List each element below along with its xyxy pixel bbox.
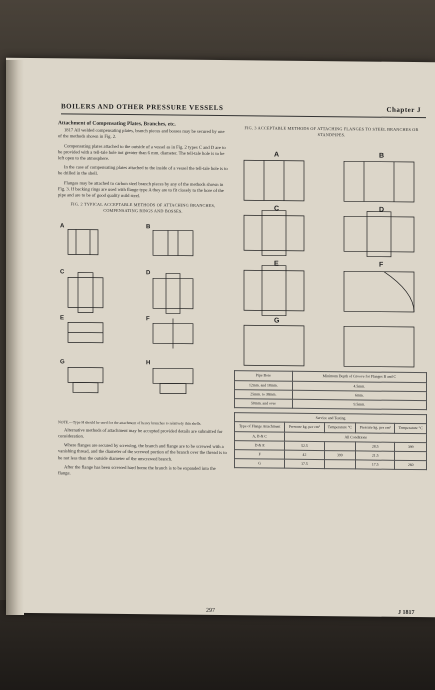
page-reference: J 1817	[398, 609, 415, 617]
table-cell: 9.5mm.	[292, 399, 426, 410]
table-cell: 21.5	[356, 451, 395, 461]
table-cell: A, B & C	[235, 431, 285, 441]
table-cell	[324, 441, 356, 451]
fig2-label-c: C	[60, 268, 65, 276]
table-title: Service and Testing	[235, 413, 427, 424]
table-cell: F	[235, 450, 285, 460]
groove-depth-table	[234, 371, 427, 411]
header-title: BOILERS AND OTHER PRESSURE VESSELS	[61, 102, 224, 113]
table-cell: 12mm. and 18mm.	[235, 380, 293, 390]
fig2-label-d: D	[146, 269, 151, 276]
paragraph: 1817 All welded compensating plates, branch pieces and bosses may be secured by one of the methods shown in Fig. 2.	[58, 127, 225, 140]
left-column	[58, 120, 228, 481]
table-header: Temperature °C	[324, 423, 356, 433]
table-cell: 52.5	[285, 441, 324, 451]
service-testing-table	[234, 412, 427, 470]
fig2-label-h: H	[146, 359, 151, 366]
fig3-label-g: G	[274, 317, 280, 326]
fig3-label-b: B	[379, 153, 385, 161]
book-gutter	[6, 60, 24, 615]
page-number: 297	[206, 607, 215, 614]
table-header: Pressure kg. per cm²	[356, 423, 395, 433]
table-header: Type of Flange Attachment	[235, 422, 285, 432]
table-cell: D & E	[235, 440, 285, 450]
section-title: Attachment of Compensating Plates, Branches, etc.	[58, 120, 176, 128]
table-row	[235, 459, 427, 470]
header-rule	[61, 113, 426, 118]
table-cell	[395, 451, 427, 461]
fig2-label-b: B	[146, 223, 151, 230]
table-cell: 260	[395, 461, 427, 471]
paragraph: Compensating plates attached to the outside of a vessel as in Fig. 2 types C and D are to be provided with a tell-tale hole not greater than 6 mm. diameter. The tell-tale hole is to be left open to the atmosphere.	[58, 142, 226, 161]
table-cell: 50mm. and over	[235, 399, 293, 409]
fig3-label-a: A	[274, 151, 280, 160]
table-cell: G	[235, 459, 285, 469]
fig2-caption: FIG. 2 TYPICAL ACCEPTABLE METHODS OF ATTACHING BRANCHES, COMPENSATING RINGS AND BOSSES.	[70, 201, 216, 215]
table-cell: 6mm.	[292, 390, 426, 401]
fig3-label-f: F	[379, 262, 384, 270]
table-cell: 17.5	[285, 459, 324, 469]
table-cell: 17.5	[356, 460, 395, 470]
fig2-drawing	[58, 217, 228, 419]
running-header	[61, 102, 421, 114]
fig3-drawing	[234, 141, 429, 373]
book-page	[6, 58, 435, 617]
table-cell: 28.5	[356, 442, 395, 452]
fig3-label-e: E	[274, 260, 279, 269]
fig2-label-g: G	[60, 358, 65, 366]
table-cell: 399	[324, 451, 356, 461]
table-header: Minimum Depth of Groove for Flanges B and C	[292, 372, 426, 383]
fig3-label-c: C	[274, 205, 280, 214]
fig3-label-d: D	[379, 207, 385, 215]
table-header: Pipe Bore	[235, 371, 293, 381]
right-column	[234, 122, 429, 470]
paragraph: Where flanges are secured by screwing, the branch and flange are to be screwed with a vanishing thread, and the diameter of the screwed portion of the branch over the thread is to be not less than the outside diameter of the unscrewed branch.	[58, 442, 227, 462]
table-cell: 399	[395, 442, 427, 452]
fig2-label-a: A	[60, 222, 65, 230]
table-cell: All Conditions	[285, 432, 427, 443]
fig3-caption: FIG. 3 ACCEPTABLE METHODS OF ATTACHING FLANGES TO STEEL BRANCHES OR STANDPIPES.	[244, 125, 419, 138]
fig2-label-f: F	[146, 315, 150, 322]
table-header: Pressure kg. per cm²	[285, 423, 324, 433]
table-row	[235, 399, 427, 410]
table-cell	[324, 460, 356, 470]
fig2-label-e: E	[60, 314, 65, 322]
paragraph: Flanges may be attached to carbon steel branch pieces by any of the methods shown in Fig. 3. If backing rings are used with flange type A they are to fit closely to the bore of the pipe and are to be of good quality mild steel.	[58, 179, 224, 199]
header-chapter: Chapter J	[386, 105, 421, 115]
table-cell: 25mm. to 38mm.	[235, 389, 293, 399]
table-header: Temperature °C	[395, 424, 427, 434]
table-cell: 42	[285, 450, 324, 460]
table-cell: 4.5mm.	[292, 381, 426, 392]
paragraph: After the flange has been screwed hard home the branch is to be expanded into the flange.	[58, 464, 216, 476]
paragraph: In the case of compensating plates attached to the inside of a vessel the tell-tale hole is to be drilled in the shell.	[58, 164, 228, 177]
paragraph: Alternative methods of attachment may be accepted provided details are submitted for consideration.	[58, 427, 223, 439]
fig2-note: NOTE.—Type H should be used for the attachment of heavy branches to relatively thin shells.	[58, 419, 202, 426]
